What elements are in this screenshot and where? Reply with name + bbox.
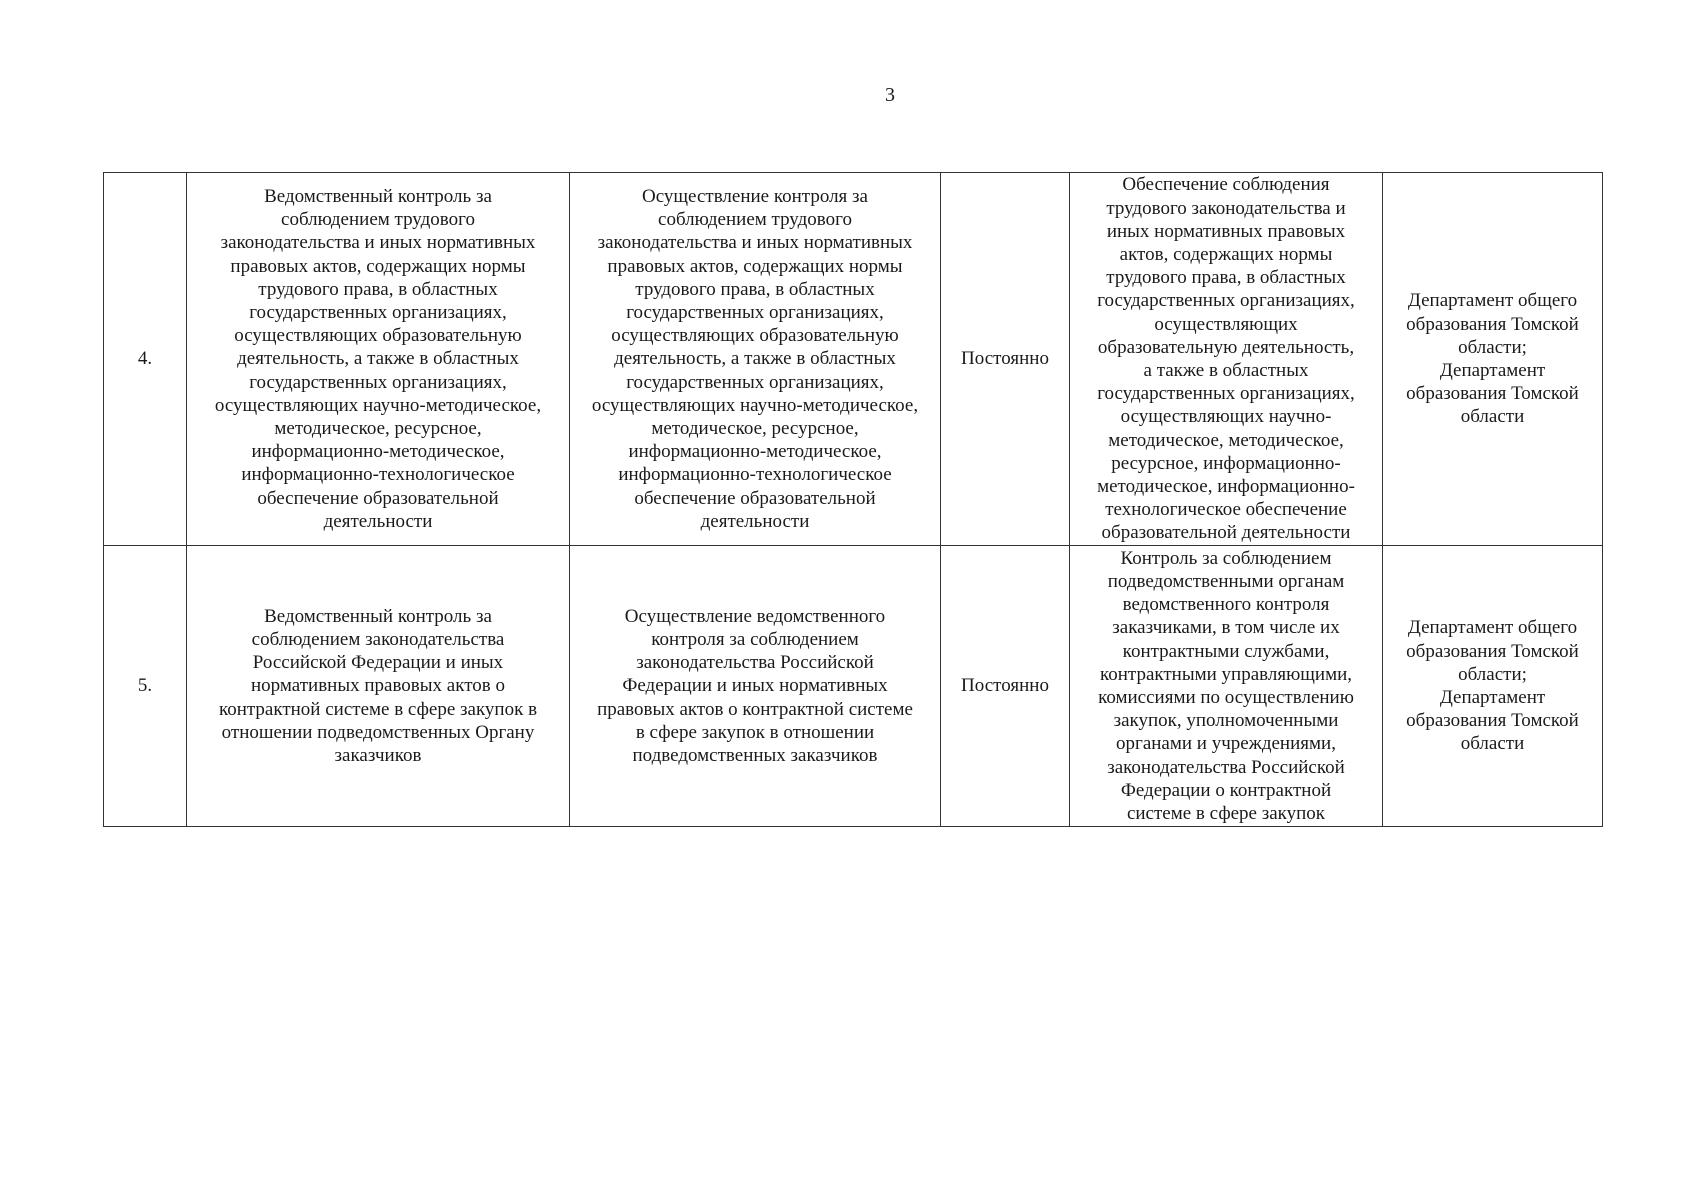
- table-row: [104, 546, 1603, 827]
- control-subject: Ведомственный контроль за соблюдением трудового законодательства и иных нормативных правовых актов, содержащих нормы трудового права, в областных государственных организациях, осуществляющих образовательную деятельность, а также в областных государственных организациях, осуществляющих научно-методическое, методическое, ресурсное, информационно-методическое, информационно-технологическое обеспечение образовательной деятельности: [214, 185, 542, 532]
- control-subject-cell: [187, 173, 570, 546]
- row-number: 5.: [137, 675, 153, 697]
- activity-cell: [570, 173, 941, 546]
- control-subject: Ведомственный контроль за соблюдением законодательства Российской Федерации и иных нормативных правовых актов о контрактной системе в сфере закупок в отношении подведомственных Органу заказчиков: [218, 605, 538, 766]
- term-cell: [941, 173, 1070, 546]
- row-number-cell: [104, 546, 187, 827]
- row-number-cell: [104, 173, 187, 546]
- responsible-cell: [1383, 546, 1603, 827]
- control-subject-cell: [187, 546, 570, 827]
- responsible: Департамент общего образования Томской области; Департамент образования Томской области: [1406, 290, 1579, 428]
- activity: Осуществление контроля за соблюдением трудового законодательства и иных нормативных правовых актов, содержащих нормы трудового права, в областных государственных организациях, осуществляющих образовательную деятельность, а также в областных государственных организациях, осуществляющих научно-методическое, методическое, ресурсное, информационно-методическое, информационно-технологическое обеспечение образовательной деятельности: [591, 185, 919, 532]
- expected-result-cell: [1070, 173, 1383, 546]
- term: Постоянно: [961, 348, 1049, 370]
- term-cell: [941, 546, 1070, 827]
- plan-table: [103, 172, 1603, 827]
- expected-result: Контроль за соблюдением подведомственными органам ведомственного контроля заказчиками, в том числе их контрактными службами, контрактными управляющими, комиссиями по осуществлению закупок, уполномоченными органами и учреждениями, законодательства Российской Федерации о контрактной системе в сфере закупок: [1098, 547, 1354, 825]
- expected-result: Обеспечение соблюдения трудового законодательства и иных нормативных правовых актов, содержащих нормы трудового права, в областных государственных организациях, осуществляющих образовательную деятельность, а также в областных государственных организациях, осуществляющих научно- методическое, методическое, ресурсное, информационно- методическое, информационно- технологическое обеспечение образовательной деятельности: [1097, 174, 1355, 544]
- expected-result-cell: [1070, 546, 1383, 827]
- responsible: Департамент общего образования Томской области; Департамент образования Томской области: [1406, 617, 1579, 755]
- activity-cell: [570, 546, 941, 827]
- row-number: 4.: [137, 348, 153, 370]
- table-row: [104, 173, 1603, 546]
- term: Постоянно: [961, 675, 1049, 697]
- page-number: 3: [885, 84, 895, 106]
- responsible-cell: [1383, 173, 1603, 546]
- activity: Осуществление ведомственного контроля за соблюдением законодательства Российской Федерации и иных нормативных правовых актов о контрактной системе в сфере закупок в отношении подведомственных заказчиков: [597, 605, 913, 766]
